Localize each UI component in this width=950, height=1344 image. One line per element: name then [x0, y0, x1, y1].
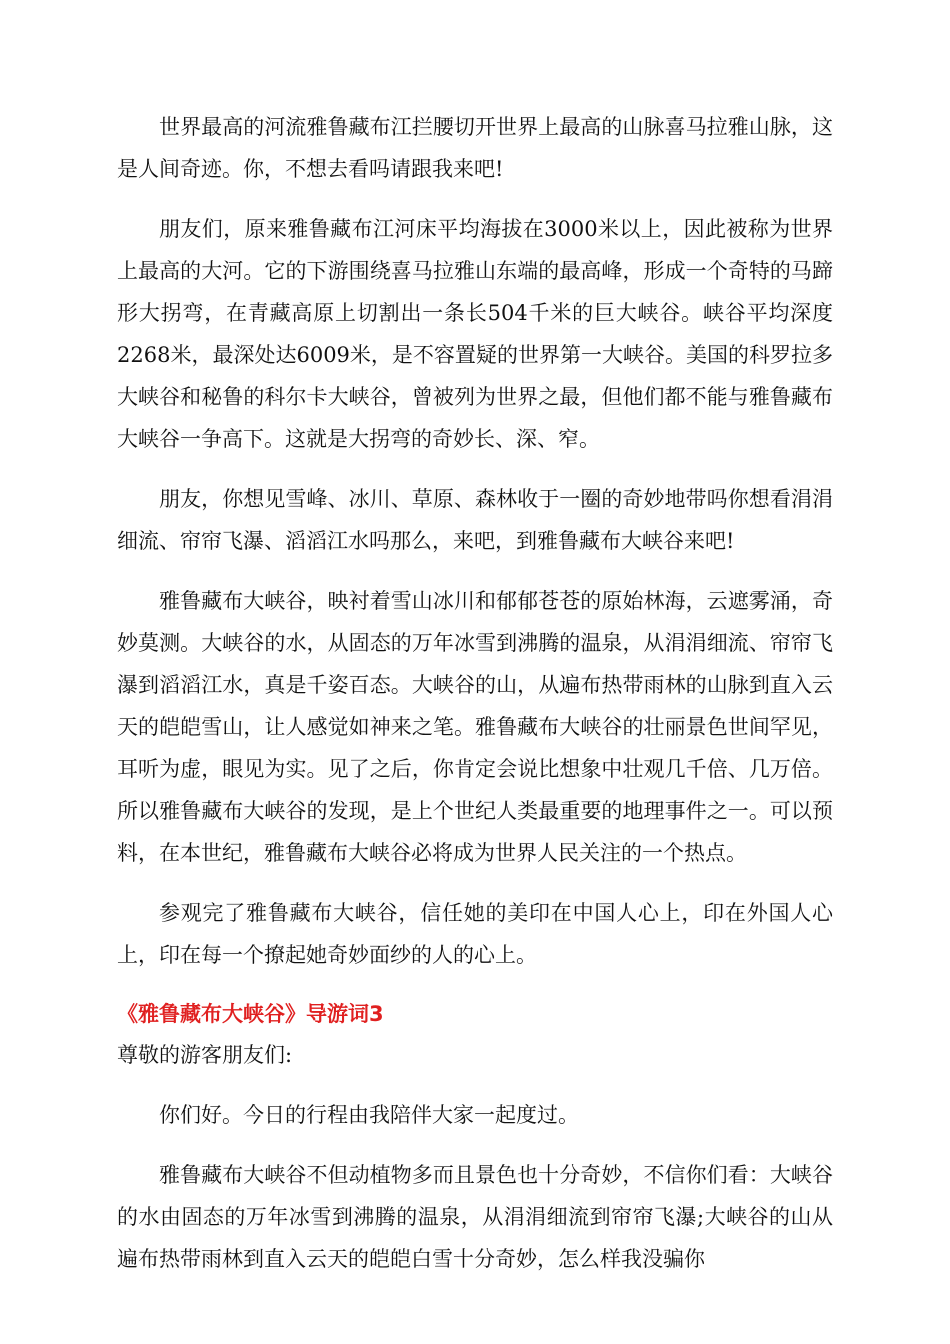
paragraph: 你们好。今日的行程由我陪伴大家一起度过。 — [159, 1103, 579, 1127]
paragraph: 朋友们，原来雅鲁藏布江河床平均海拔在3000米以上，因此被称为世界上最高的大河。它的下游围绕喜马拉雅山东端的最高峰，形成一个奇特的马蹄形大拐弯，在青藏高原上切割出一条长504千米的巨大峡谷。峡谷平均深度2268米，最深处达6009米，是不容置疑的世界第一大峡谷。美国的科罗拉多大峡谷和秘鲁的科尔卡大峡谷，曾被列为世界之最，但他们都不能与雅鲁藏布大峡谷一争高下。这就是大拐弯的奇妙长、深、窄。 — [117, 217, 833, 451]
document-page — [117, 106, 833, 1298]
paragraph: 朋友，你想见雪峰、冰川、草原、森林收于一圈的奇妙地带吗你想看涓涓细流、帘帘飞瀑、滔滔江水吗那么，来吧，到雅鲁藏布大峡谷来吧! — [117, 487, 833, 553]
paragraph: 雅鲁藏布大峡谷，映衬着雪山冰川和郁郁苍苍的原始林海，云遮雾涌，奇妙莫测。大峡谷的水，从固态的万年冰雪到沸腾的温泉，从涓涓细流、帘帘飞瀑到滔滔江水，真是千姿百态。大峡谷的山，从遍布热带雨林的山脉到直入云天的皑皑雪山，让人感觉如神来之笔。雅鲁藏布大峡谷的壮丽景色世间罕见，耳听为虚，眼见为实。见了之后，你肯定会说比想象中壮观几千倍、几万倍。所以雅鲁藏布大峡谷的发现，是上个世纪人类最重要的地理事件之一。可以预料，在本世纪，雅鲁藏布大峡谷必将成为世界人民关注的一个热点。 — [117, 589, 833, 865]
paragraph: 雅鲁藏布大峡谷不但动植物多而且景色也十分奇妙，不信你们看：大峡谷的水由固态的万年冰雪到沸腾的温泉，从涓涓细流到帘帘飞瀑;大峡谷的山从遍布热带雨林到直入云天的皑皑白雪十分奇妙，怎么样我没骗你 — [117, 1163, 833, 1271]
paragraph: 世界最高的河流雅鲁藏布江拦腰切开世界上最高的山脉喜马拉雅山脉，这是人间奇迹。你，不想去看吗请跟我来吧! — [117, 115, 833, 181]
greeting-line: 尊敬的游客朋友们: — [117, 1043, 293, 1067]
section-heading: 《雅鲁藏布大峡谷》导游词3 — [117, 1002, 384, 1026]
paragraph: 参观完了雅鲁藏布大峡谷，信任她的美印在中国人心上，印在外国人心上，印在每一个撩起她奇妙面纱的人的心上。 — [117, 901, 833, 967]
